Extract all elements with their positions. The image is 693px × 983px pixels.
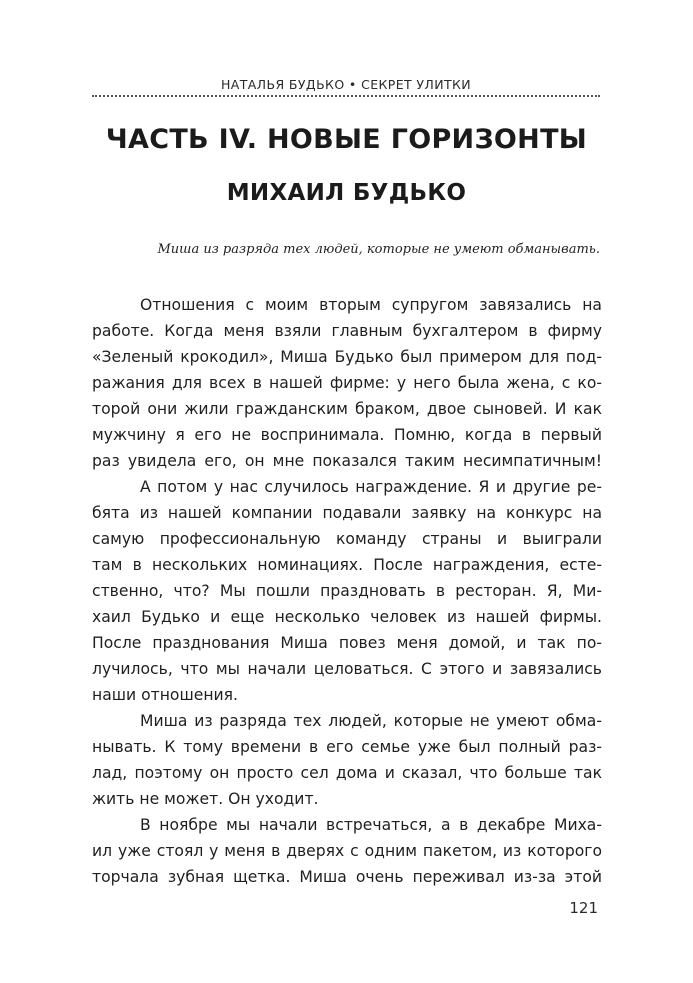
text-line: торчала зубная щетка. Миша очень переживал из-за этой [92, 868, 602, 886]
chapter-title: МИХАИЛ БУДЬКО [226, 180, 467, 206]
text-line: жить не может. Он уходит. [92, 790, 319, 808]
paragraph [92, 474, 602, 708]
text-line: ил уже стоял у меня в дверях с одним пакетом, из которого [92, 842, 602, 860]
epigraph: Миша из разряда тех людей, которые не умеют обманывать. [157, 242, 600, 257]
text-line: Миша из разряда тех людей, которые не умеют обма- [140, 712, 602, 730]
text-line: самую профессиональную команду страны и выиграли [92, 530, 602, 548]
text-line: нывать. К тому времени в его семье уже был полный раз- [92, 738, 602, 756]
paragraph [92, 812, 602, 890]
text-line: наши отношения. [92, 686, 239, 704]
page-number: 121 [569, 899, 598, 917]
paragraph [92, 708, 602, 812]
text-line: В ноябре мы начали встречаться, а в декабре Миха- [140, 816, 602, 834]
text-line: ственно, что? Мы пошли праздновать в ресторан. Я, Ми- [92, 582, 602, 600]
text-line: бята из нашей компании подавали заявку на конкурс на [92, 504, 602, 522]
text-line: лучилось, что мы начали целоваться. С этого и завязались [92, 660, 602, 678]
text-line: «Зеленый крокодил», Миша Будько был примером для под- [92, 348, 602, 366]
body-text [92, 292, 602, 890]
text-line: торой они жили гражданским браком, двое сыновей. И как [92, 400, 602, 418]
text-line: мужчину я его не воспринимала. Помню, когда в первый [92, 426, 602, 444]
text-line: работе. Когда меня взяли главным бухгалтером в фирму [92, 322, 602, 340]
text-line: Отношения с моим вторым супругом завязались на [140, 296, 602, 314]
text-line: ражания для всех в нашей фирме: у него была жена, с ко- [92, 374, 602, 392]
text-line: А потом у нас случилось награждение. Я и другие ре- [140, 478, 602, 496]
running-header: НАТАЛЬЯ БУДЬКО • СЕКРЕТ УЛИТКИ [220, 77, 472, 92]
text-line: там в нескольких номинациях. После награждения, есте- [92, 556, 602, 574]
part-title: ЧАСТЬ IV. НОВЫЕ ГОРИЗОНТЫ [105, 124, 588, 155]
header-divider [92, 95, 600, 97]
text-line: После празднования Миша повез меня домой, и так по- [92, 634, 602, 652]
text-line: хаил Будько и еще несколько человек из нашей фирмы. [92, 608, 602, 626]
text-line: лад, поэтому он просто сел дома и сказал, что больше так [92, 764, 602, 782]
text-line: раз увидела его, он мне показался таким несимпатичным! [92, 452, 602, 470]
paragraph [92, 292, 602, 474]
